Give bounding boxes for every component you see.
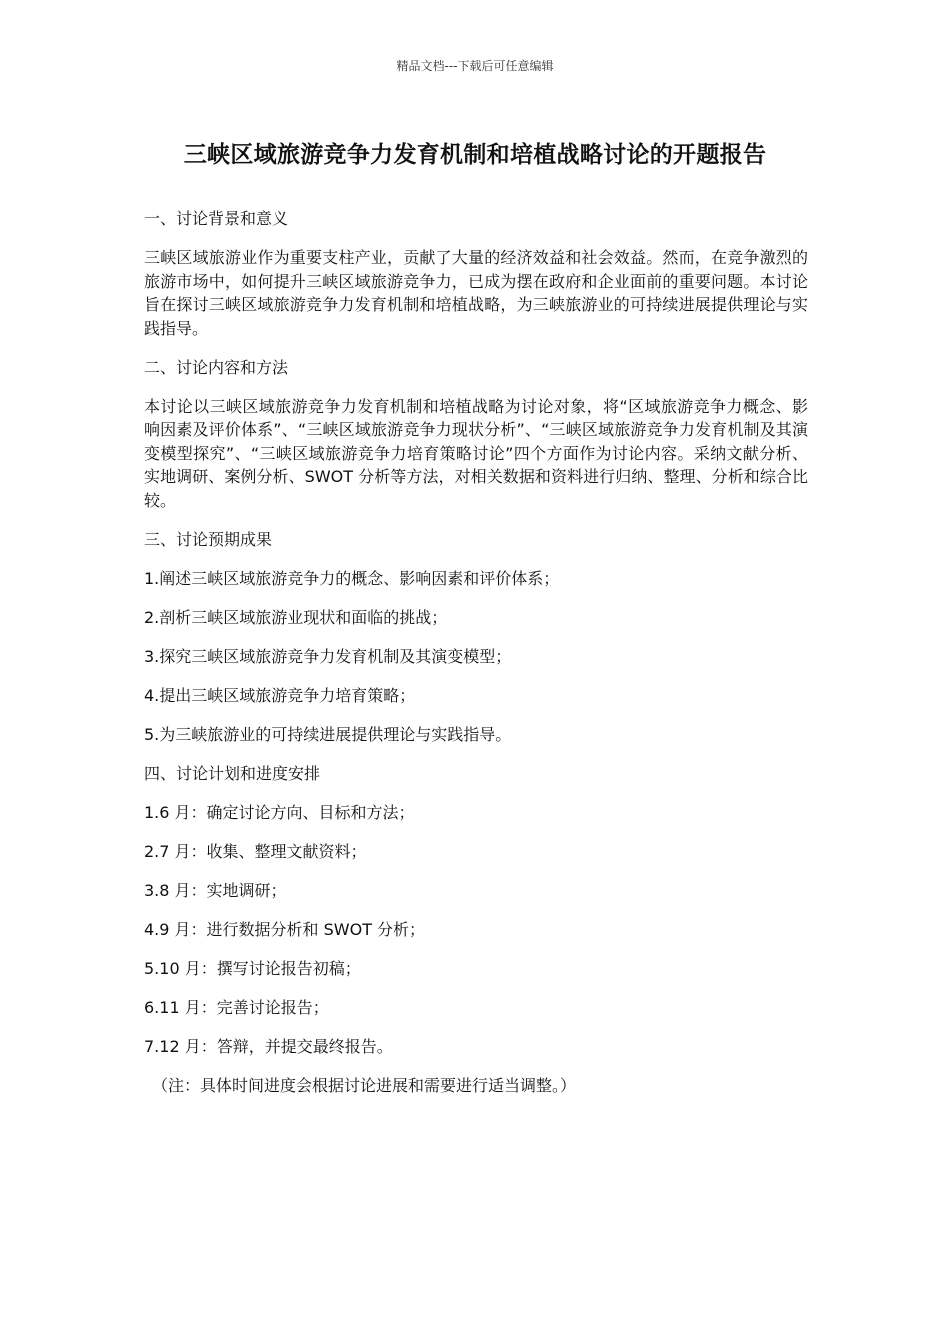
list-item-schedule-6: 6.11 月：完善讨论报告； — [144, 997, 329, 1017]
list-item-schedule-5: 5.10 月：撰写讨论报告初稿； — [144, 958, 361, 978]
document-body — [144, 207, 808, 1113]
section-heading-content-method: 二、讨论内容和方法 — [144, 357, 289, 377]
section-heading-schedule: 四、讨论计划和进度安排 — [144, 763, 321, 783]
list-item-schedule-2: 2.7 月：收集、整理文献资料； — [144, 841, 367, 861]
list-item-schedule-3: 3.8 月：实地调研； — [144, 880, 287, 900]
list-item-result-4: 4.提出三峡区域旅游竞争力培育策略； — [144, 685, 416, 705]
section-body-content-method: 本讨论以三峡区域旅游竞争力发育机制和培植战略为讨论对象，将“区域旅游竞争力概念、影响因素及评价体系”、“三峡区域旅游竞争力现状分析”、“三峡区域旅游竞争力发育机制及其演变模型探究”、“三峡区域旅游竞争力培育策略讨论”四个方面作为讨论内容。采纳文献分析、实地调研、案例分析、SWOT 分析等方法，对相关数据和资料进行归纳、整理、分析和综合比较。 — [144, 396, 808, 510]
list-item-result-1: 1.阐述三峡区域旅游竞争力的概念、影响因素和评价体系； — [144, 568, 560, 588]
list-item-schedule-7: 7.12 月：答辩，并提交最终报告。 — [144, 1036, 393, 1056]
section-heading-background: 一、讨论背景和意义 — [144, 209, 289, 228]
section-heading-expected-results: 三、讨论预期成果 — [144, 529, 273, 549]
document-title: 三峡区域旅游竞争力发育机制和培植战略讨论的开题报告 — [183, 142, 767, 168]
list-item-result-2: 2.剖析三峡区域旅游业现状和面临的挑战； — [144, 607, 448, 627]
list-item-result-3: 3.探究三峡区域旅游竞争力发育机制及其演变模型； — [144, 646, 512, 666]
list-item-result-5: 5.为三峡旅游业的可持续进展提供理论与实践指导。 — [144, 724, 512, 744]
schedule-note: （注：具体时间进度会根据讨论进展和需要进行适当调整。） — [152, 1075, 577, 1095]
list-item-schedule-4: 4.9 月：进行数据分析和 SWOT 分析； — [144, 919, 426, 939]
header-note: 精品文档---下载后可任意编辑 — [396, 59, 554, 73]
section-body-background: 三峡区域旅游业作为重要支柱产业，贡献了大量的经济效益和社会效益。然而，在竞争激烈的旅游市场中，如何提升三峡区域旅游竞争力，已成为摆在政府和企业面前的重要问题。本讨论旨在探讨三峡区域旅游竞争力发育机制和培植战略，为三峡旅游业的可持续进展提供理论与实践指导。 — [144, 248, 808, 338]
list-item-schedule-1: 1.6 月：确定讨论方向、目标和方法； — [144, 802, 415, 822]
